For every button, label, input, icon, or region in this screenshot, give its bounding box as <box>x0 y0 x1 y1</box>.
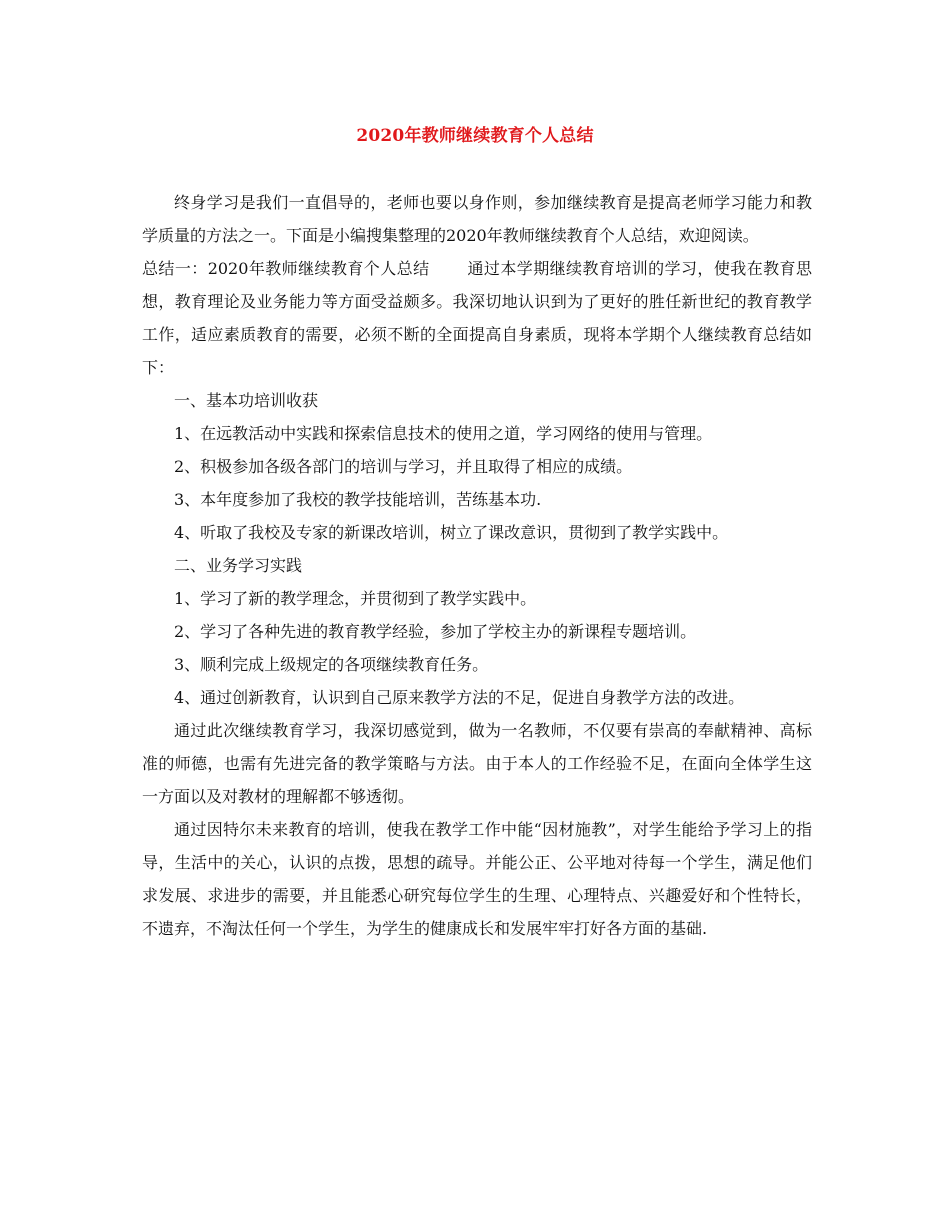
summary-text: 通过本学期继续教育培训的学习，使我在教育思想，教育理论及业务能力等方面受益颇多。我深切地认识到为了更好的胜任新世纪的教育教学工作，适应素质教育的需要，必须不断的全面提高自身素质，现将本学期个人继续教育总结如下： <box>142 259 812 377</box>
list-item: 1、在远教活动中实践和探索信息技术的使用之道，学习网络的使用与管理。 <box>174 424 713 443</box>
section-heading-basic-skills: 一、基本功培训收获 <box>174 391 319 410</box>
intro-paragraph: 终身学习是我们一直倡导的，老师也要以身作则，参加继续教育是提高老师学习能力和教学质量的方法之一。下面是小编搜集整理的2020年教师继续教育个人总结，欢迎阅读。 <box>142 193 812 245</box>
section-heading-business-practice: 二、业务学习实践 <box>174 556 303 575</box>
list-item: 3、顺利完成上级规定的各项继续教育任务。 <box>174 655 489 674</box>
list-item: 3、本年度参加了我校的教学技能培训，苦练基本功. <box>174 490 542 509</box>
summary-paragraph <box>142 252 812 384</box>
list-item: 1、学习了新的教学理念，并贯彻到了教学实践中。 <box>174 589 537 608</box>
summary-label: 总结一：2020年教师继续教育个人总结 <box>142 259 430 278</box>
document-body <box>142 186 812 945</box>
list-item: 4、通过创新教育，认识到自己原来教学方法的不足，促进自身教学方法的改进。 <box>174 688 745 707</box>
body-paragraph: 通过因特尔未来教育的培训，使我在教学工作中能“因材施教”，对学生能给予学习上的指导，生活中的关心，认识的点拨，思想的疏导。并能公正、公平地对待每一个学生，满足他们求发展、求进步的需要，并且能悉心研究每位学生的生理、心理特点、兴趣爱好和个性特长，不遗弃，不淘汰任何一个学生，为学生的健康成长和发展牢牢打好各方面的基础. <box>142 820 812 938</box>
page-title: 2020年教师继续教育个人总结 <box>356 126 594 146</box>
list-item: 2、积极参加各级各部门的培训与学习，并且取得了相应的成绩。 <box>174 457 633 476</box>
list-item: 2、学习了各种先进的教育教学经验，参加了学校主办的新课程专题培训。 <box>174 622 697 641</box>
body-paragraph: 通过此次继续教育学习，我深切感觉到，做为一名教师，不仅要有崇高的奉献精神、高标准的师德，也需有先进完备的教学策略与方法。由于本人的工作经验不足，在面向全体学生这一方面以及对教材的理解都不够透彻。 <box>142 721 812 806</box>
list-item: 4、听取了我校及专家的新课改培训，树立了课改意识，贯彻到了教学实践中。 <box>174 523 729 542</box>
